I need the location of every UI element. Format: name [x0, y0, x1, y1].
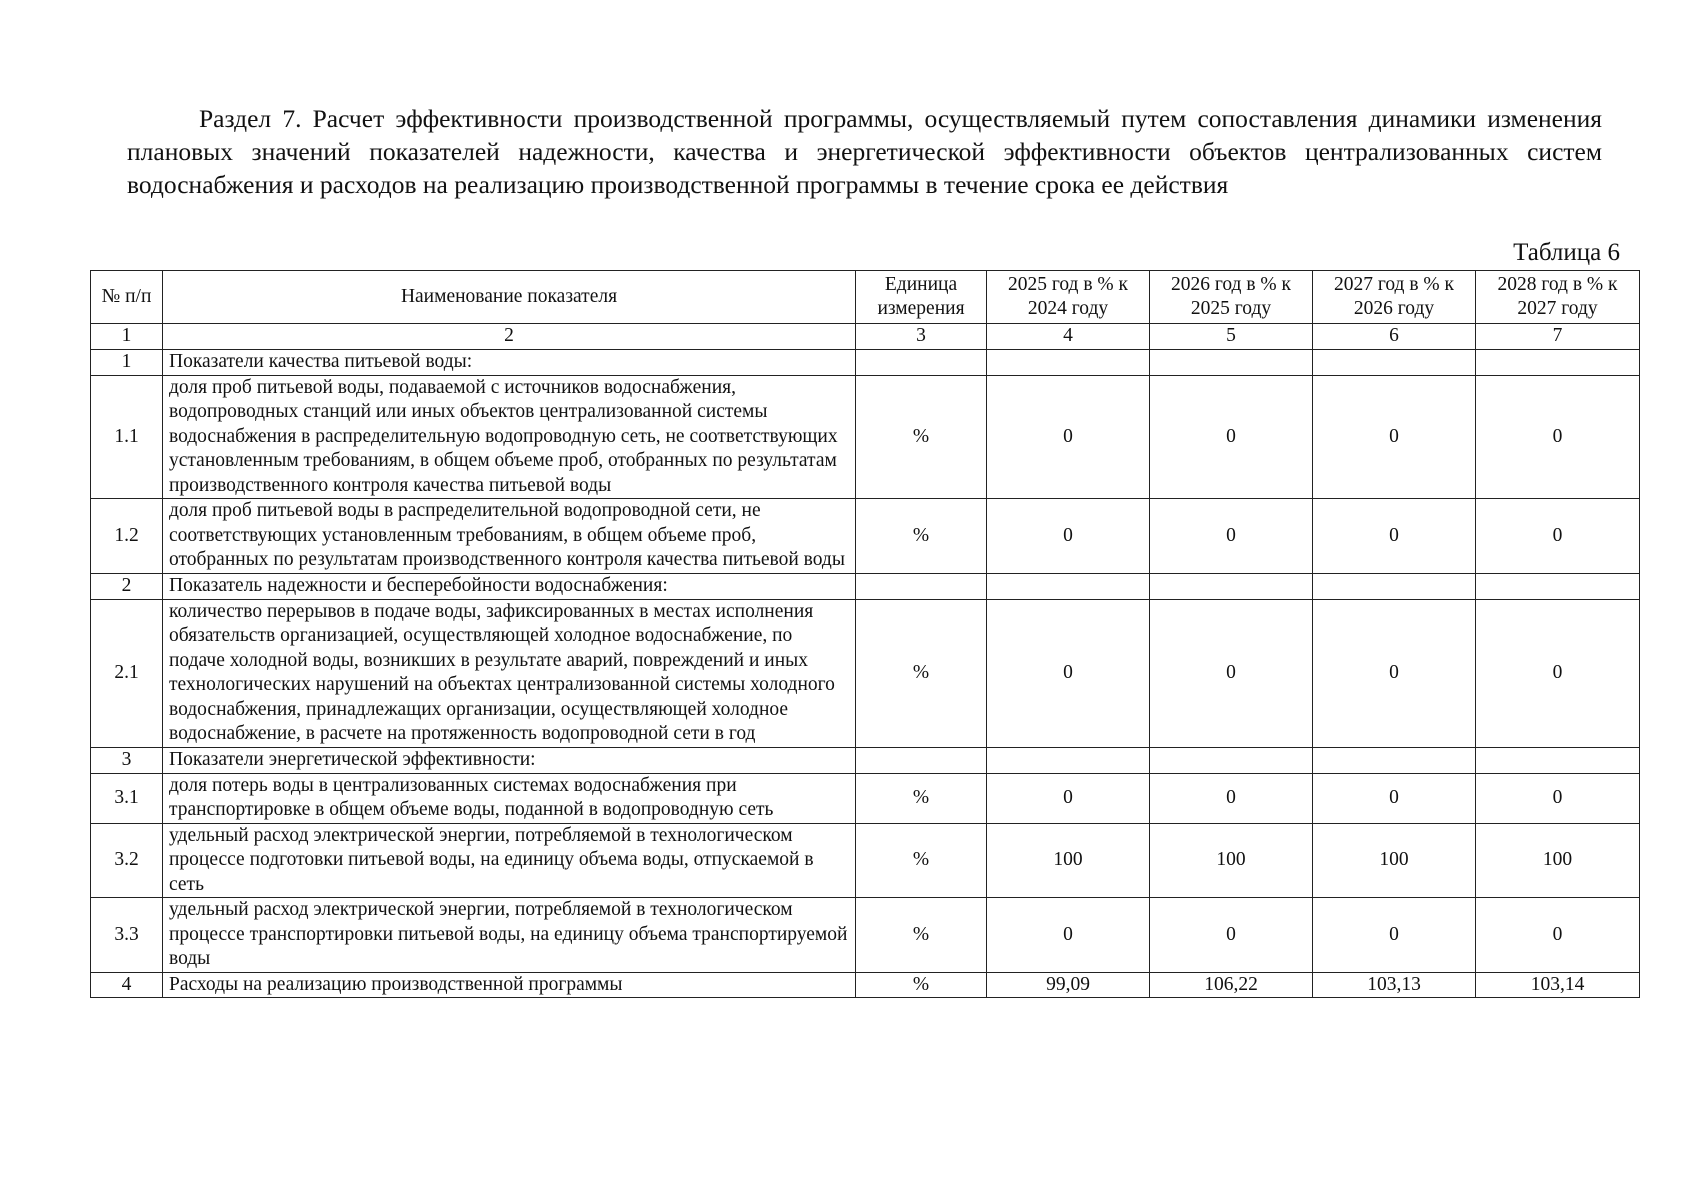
row-value-2027: 0 [1313, 599, 1476, 747]
row-number: 1 [91, 349, 163, 375]
row-value-2027: 100 [1313, 823, 1476, 898]
header-unit: Единица измерения [856, 271, 987, 324]
row-value-2027: 0 [1313, 499, 1476, 574]
row-value-2028 [1476, 747, 1640, 773]
row-value-2028 [1476, 349, 1640, 375]
row-value-2026: 0 [1150, 898, 1313, 973]
row-unit: % [856, 823, 987, 898]
column-number-row [91, 324, 1640, 350]
row-value-2025: 0 [987, 898, 1150, 973]
row-value-2026: 100 [1150, 823, 1313, 898]
row-value-2025: 0 [987, 375, 1150, 499]
column-number: 7 [1476, 324, 1640, 350]
row-unit: % [856, 599, 987, 747]
row-value-2027: 0 [1313, 773, 1476, 823]
row-value-2025: 100 [987, 823, 1150, 898]
header-2026: 2026 год в % к 2025 году [1150, 271, 1313, 324]
table-row [91, 823, 1640, 898]
row-value-2026: 0 [1150, 499, 1313, 574]
column-number: 5 [1150, 324, 1313, 350]
table-caption: Таблица 6 [1513, 239, 1620, 266]
row-value-2028: 100 [1476, 823, 1640, 898]
header-2028: 2028 год в % к 2027 году [1476, 271, 1640, 324]
row-value-2028: 0 [1476, 375, 1640, 499]
row-value-2028: 103,14 [1476, 972, 1640, 998]
row-number: 2 [91, 573, 163, 599]
row-value-2028 [1476, 573, 1640, 599]
row-value-2027: 103,13 [1313, 972, 1476, 998]
row-indicator-name: удельный расход электрической энергии, потребляемой в технологическом процессе транспортировки питьевой воды, на единицу объема транспортируемой воды [163, 898, 856, 973]
row-number: 1.2 [91, 499, 163, 574]
row-indicator-name: Показатели качества питьевой воды: [163, 349, 856, 375]
row-number: 3 [91, 747, 163, 773]
row-value-2026: 0 [1150, 773, 1313, 823]
row-value-2028: 0 [1476, 599, 1640, 747]
row-unit: % [856, 972, 987, 998]
row-indicator-name: удельный расход электрической энергии, потребляемой в технологическом процессе подготовки питьевой воды, на единицу объема воды, отпускаемой в сеть [163, 823, 856, 898]
row-unit [856, 747, 987, 773]
table-row [91, 499, 1640, 574]
row-value-2025: 0 [987, 773, 1150, 823]
row-value-2026 [1150, 349, 1313, 375]
row-number: 1.1 [91, 375, 163, 499]
row-unit [856, 349, 987, 375]
row-value-2027: 0 [1313, 898, 1476, 973]
row-unit [856, 573, 987, 599]
table-row [91, 375, 1640, 499]
row-value-2025: 0 [987, 599, 1150, 747]
row-number: 3.2 [91, 823, 163, 898]
column-number: 3 [856, 324, 987, 350]
row-indicator-name: количество перерывов в подаче воды, зафиксированных в местах исполнения обязательств организацией, осуществляющей холодное водоснабжение, по подаче холодной воды, возникших в результате аварий, повреждений и иных технологических нарушений на объектах централизованной системы холодного водоснабжения, принадлежащих организации, осуществляющей холодное водоснабжение, в расчете на протяженность водопроводной сети в год [163, 599, 856, 747]
row-number: 4 [91, 972, 163, 998]
header-number: № п/п [91, 271, 163, 324]
row-number: 2.1 [91, 599, 163, 747]
table-row [91, 773, 1640, 823]
row-value-2028: 0 [1476, 773, 1640, 823]
row-number: 3.1 [91, 773, 163, 823]
column-number: 2 [163, 324, 856, 350]
row-unit: % [856, 375, 987, 499]
row-value-2025 [987, 573, 1150, 599]
row-value-2027 [1313, 747, 1476, 773]
row-value-2028: 0 [1476, 898, 1640, 973]
column-number: 4 [987, 324, 1150, 350]
row-value-2025 [987, 349, 1150, 375]
row-number: 3.3 [91, 898, 163, 973]
row-value-2027: 0 [1313, 375, 1476, 499]
table-row [91, 599, 1640, 747]
row-value-2028: 0 [1476, 499, 1640, 574]
row-value-2027 [1313, 349, 1476, 375]
row-indicator-name: доля потерь воды в централизованных системах водоснабжения при транспортировке в общем объеме воды, поданной в водопроводную сеть [163, 773, 856, 823]
row-value-2025: 99,09 [987, 972, 1150, 998]
row-indicator-name: Показатели энергетической эффективности: [163, 747, 856, 773]
table-header-row [91, 271, 1640, 324]
row-indicator-name: Показатель надежности и бесперебойности водоснабжения: [163, 573, 856, 599]
table-row [91, 573, 1640, 599]
row-indicator-name: Расходы на реализацию производственной программы [163, 972, 856, 998]
row-value-2025: 0 [987, 499, 1150, 574]
header-indicator-name: Наименование показателя [163, 271, 856, 324]
row-value-2026: 0 [1150, 599, 1313, 747]
row-indicator-name: доля проб питьевой воды, подаваемой с источников водоснабжения, водопроводных станций или иных объектов централизованной системы водоснабжения в распределительную водопроводную сеть, не соответствующих установленным требованиям, в общем объеме проб, отобранных по результатам производственного контроля качества питьевой воды [163, 375, 856, 499]
row-indicator-name: доля проб питьевой воды в распределительной водопроводной сети, не соответствующих установленным требованиям, в общем объеме проб, отобранных по результатам производственного контроля качества питьевой воды [163, 499, 856, 574]
row-unit: % [856, 773, 987, 823]
header-2027: 2027 год в % к 2026 году [1313, 271, 1476, 324]
row-unit: % [856, 898, 987, 973]
row-value-2026 [1150, 747, 1313, 773]
header-2025: 2025 год в % к 2024 году [987, 271, 1150, 324]
row-value-2026 [1150, 573, 1313, 599]
table-row [91, 898, 1640, 973]
row-value-2025 [987, 747, 1150, 773]
column-number: 1 [91, 324, 163, 350]
table-row [91, 747, 1640, 773]
row-unit: % [856, 499, 987, 574]
table-row [91, 349, 1640, 375]
row-value-2026: 0 [1150, 375, 1313, 499]
table-row [91, 972, 1640, 998]
row-value-2027 [1313, 573, 1476, 599]
column-number: 6 [1313, 324, 1476, 350]
row-value-2026: 106,22 [1150, 972, 1313, 998]
section-heading: Раздел 7. Расчет эффективности производственной программы, осуществляемый путем сопоставления динамики изменения плановых значений показателей надежности, качества и энергетической эффективности объектов централизованных систем водоснабжения и расходов на реализацию производственной программы в течение срока ее действия [127, 104, 1602, 199]
efficiency-table [90, 270, 1640, 998]
